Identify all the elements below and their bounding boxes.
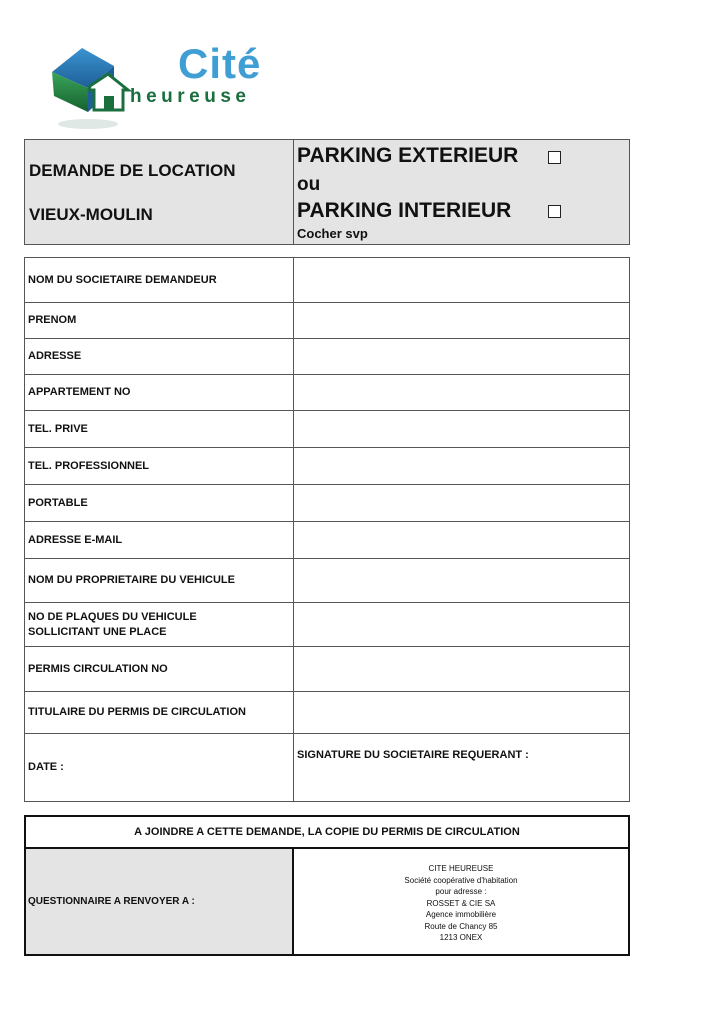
field-value-email[interactable]: [294, 522, 630, 559]
request-header: [24, 139, 630, 245]
field-label: [25, 603, 294, 647]
table-row: [25, 692, 630, 734]
field-value-tel-prive[interactable]: [294, 411, 630, 448]
address-line: Agence immobilière: [425, 910, 497, 919]
parking-interieur-checkbox[interactable]: [548, 205, 561, 218]
cite-heureuse-logo: [48, 40, 298, 132]
table-row: [25, 485, 630, 522]
field-label-line2: SOLLICITANT UNE PLACE: [28, 625, 167, 638]
request-title-cell: [25, 140, 294, 244]
address-line: CITE HEUREUSE: [428, 864, 494, 873]
field-label: PERMIS CIRCULATION NO: [25, 647, 294, 692]
field-label: NOM DU SOCIETAIRE DEMANDEUR: [25, 258, 294, 303]
table-row: [25, 647, 630, 692]
field-label: TITULAIRE DU PERMIS DE CIRCULATION: [25, 692, 294, 734]
request-form-table: [24, 257, 630, 802]
return-label: QUESTIONNAIRE A RENVOYER A :: [28, 896, 195, 907]
logo-word-cite: Cité: [178, 40, 262, 87]
logo-word-heureuse: heureuse: [130, 86, 251, 107]
table-row: [25, 522, 630, 559]
field-value-prenom[interactable]: [294, 303, 630, 339]
address-line: 1213 ONEX: [439, 933, 483, 942]
date-field[interactable]: DATE :: [25, 734, 294, 802]
field-value-nom[interactable]: [294, 258, 630, 303]
table-row: [25, 734, 630, 802]
address-line: pour adresse :: [435, 887, 487, 896]
footer-box: [24, 815, 630, 956]
option-parking-exterieur: PARKING EXTERIEUR: [297, 144, 519, 167]
field-value-plaques[interactable]: [294, 603, 630, 647]
field-label-line1: NO DE PLAQUES DU VEHICULE: [28, 610, 197, 623]
table-row: [25, 559, 630, 603]
field-label: PORTABLE: [25, 485, 294, 522]
table-row: [25, 303, 630, 339]
or-text: ou: [297, 174, 321, 195]
table-row: [25, 339, 630, 375]
field-value-titulaire[interactable]: [294, 692, 630, 734]
field-value-tel-pro[interactable]: [294, 448, 630, 485]
request-location: VIEUX-MOULIN: [29, 205, 153, 224]
attachment-notice: A JOINDRE A CETTE DEMANDE, LA COPIE DU PERMIS DE CIRCULATION: [26, 817, 628, 849]
signature-field[interactable]: SIGNATURE DU SOCIETAIRE REQUERANT :: [294, 734, 630, 802]
field-label: APPARTEMENT NO: [25, 375, 294, 411]
return-label-cell: [26, 849, 294, 954]
table-row: [25, 411, 630, 448]
request-title: DEMANDE DE LOCATION: [29, 161, 236, 180]
field-label: NOM DU PROPRIETAIRE DU VEHICULE: [25, 559, 294, 603]
field-label: TEL. PROFESSIONNEL: [25, 448, 294, 485]
field-value-permis-no[interactable]: [294, 647, 630, 692]
table-row: [25, 258, 630, 303]
field-label: PRENOM: [25, 303, 294, 339]
table-row: [25, 375, 630, 411]
return-address: [294, 849, 628, 954]
table-row: [25, 448, 630, 485]
option-parking-interieur: PARKING INTERIEUR: [297, 199, 512, 222]
check-note: Cocher svp: [297, 226, 368, 241]
field-value-adresse[interactable]: [294, 339, 630, 375]
field-value-portable[interactable]: [294, 485, 630, 522]
field-value-proprietaire[interactable]: [294, 559, 630, 603]
table-row: [25, 603, 630, 647]
address-line: Société coopérative d'habitation: [404, 875, 518, 885]
address-line: ROSSET & CIE SA: [426, 898, 496, 908]
field-label: ADRESSE: [25, 339, 294, 375]
house-logo-icon: [48, 44, 138, 132]
field-label: ADRESSE E-MAIL: [25, 522, 294, 559]
address-line: Route de Chancy 85: [424, 921, 498, 931]
parking-exterieur-checkbox[interactable]: [548, 151, 561, 164]
field-value-appartement[interactable]: [294, 375, 630, 411]
field-label: TEL. PRIVE: [25, 411, 294, 448]
